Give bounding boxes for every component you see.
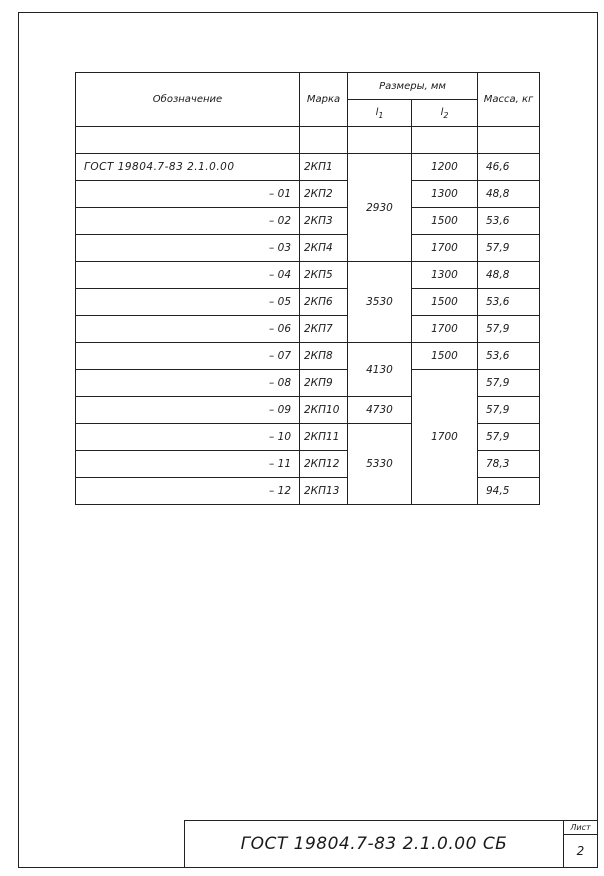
- mass-cell: 53,6: [478, 289, 540, 316]
- l2-cell: 1700: [412, 235, 478, 262]
- designation-cell: – 07: [76, 343, 300, 370]
- l2-cell: 1500: [412, 343, 478, 370]
- mark-cell: 2КП13: [300, 478, 348, 505]
- designation-cell: – 04: [76, 262, 300, 289]
- l2-cell: 1300: [412, 262, 478, 289]
- l2-cell: 1700: [412, 316, 478, 343]
- table-row: [76, 343, 540, 370]
- designation-cell: – 01: [76, 181, 300, 208]
- l2-cell: 1200: [412, 154, 478, 181]
- title-block: [184, 820, 598, 868]
- header-designation: Обозначение: [76, 73, 300, 127]
- table-row: [76, 316, 540, 343]
- mark-cell: 2КП1: [300, 154, 348, 181]
- mass-cell: 57,9: [478, 370, 540, 397]
- l2-cell: 1300: [412, 181, 478, 208]
- header-l1: $l_1$: [348, 100, 412, 127]
- mark-cell: 2КП3: [300, 208, 348, 235]
- designation-cell: – 11: [76, 451, 300, 478]
- mark-cell: 2КП4: [300, 235, 348, 262]
- header-mark: Марка: [300, 73, 348, 127]
- mark-cell: 2КП10: [300, 397, 348, 424]
- mass-cell: 57,9: [478, 397, 540, 424]
- mark-cell: 2КП2: [300, 181, 348, 208]
- table-row: [76, 154, 540, 181]
- sheet-number: 2: [576, 844, 585, 858]
- designation-cell: – 05: [76, 289, 300, 316]
- sheet-box: [563, 821, 597, 867]
- sheet-label: Лист: [564, 821, 597, 835]
- table-row: [76, 370, 540, 397]
- designation-cell: – 03: [76, 235, 300, 262]
- l1-cell: 5330: [348, 424, 412, 505]
- l1-cell: 3530: [348, 262, 412, 343]
- mark-cell: 2КП12: [300, 451, 348, 478]
- mass-cell: 57,9: [478, 424, 540, 451]
- document-code: ГОСТ 19804.7-83 2.1.0.00 СБ: [240, 834, 508, 854]
- header-dimensions: Размеры, мм: [348, 73, 478, 100]
- mass-cell: 57,9: [478, 316, 540, 343]
- l2-cell: 1500: [412, 289, 478, 316]
- table-row: [76, 208, 540, 235]
- mark-cell: 2КП5: [300, 262, 348, 289]
- table-row: [76, 289, 540, 316]
- table-row: [76, 181, 540, 208]
- specification-table: [75, 72, 540, 505]
- mass-cell: 94,5: [478, 478, 540, 505]
- designation-cell: ГОСТ 19804.7-83 2.1.0.00: [76, 154, 300, 181]
- mark-cell: 2КП8: [300, 343, 348, 370]
- l1-cell: 4730: [348, 397, 412, 424]
- mass-cell: 53,6: [478, 208, 540, 235]
- designation-cell: – 09: [76, 397, 300, 424]
- designation-cell: – 02: [76, 208, 300, 235]
- mark-cell: 2КП6: [300, 289, 348, 316]
- mark-cell: 2КП7: [300, 316, 348, 343]
- mark-cell: 2КП9: [300, 370, 348, 397]
- designation-cell: – 10: [76, 424, 300, 451]
- mass-cell: 53,6: [478, 343, 540, 370]
- table-row: [76, 262, 540, 289]
- mass-cell: 48,8: [478, 262, 540, 289]
- header-mass: Масса, кг: [478, 73, 540, 127]
- l2-cell: 1500: [412, 208, 478, 235]
- mass-cell: 78,3: [478, 451, 540, 478]
- designation-cell: – 08: [76, 370, 300, 397]
- table-row: [76, 235, 540, 262]
- mark-cell: 2КП11: [300, 424, 348, 451]
- l2-cell: 1700: [412, 370, 478, 505]
- mass-cell: 57,9: [478, 235, 540, 262]
- header-l2: $l_2$: [412, 100, 478, 127]
- l1-cell: 4130: [348, 343, 412, 397]
- mass-cell: 46,6: [478, 154, 540, 181]
- designation-cell: – 06: [76, 316, 300, 343]
- mass-cell: 48,8: [478, 181, 540, 208]
- l1-cell: 2930: [348, 154, 412, 262]
- designation-cell: – 12: [76, 478, 300, 505]
